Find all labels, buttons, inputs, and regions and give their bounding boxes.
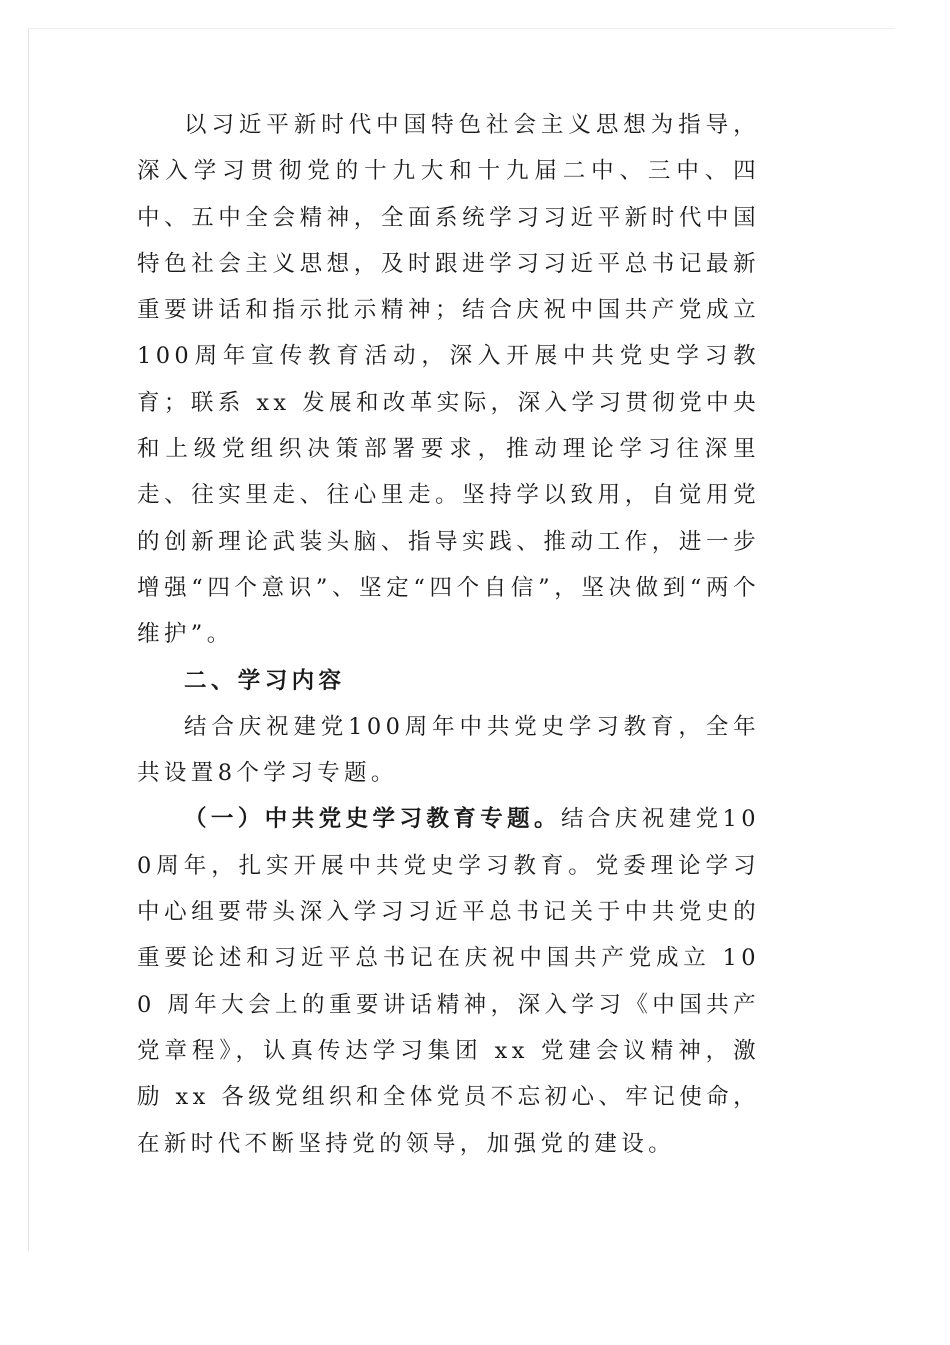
section-heading-study-content: 二、学习内容 (184, 667, 346, 694)
paragraph-guiding-thought: 以习近平新时代中国特色社会主义思想为指导，深入学习贯彻党的十九大和十九届二中、三中、四中、五中全会精神，全面系统学习习近平新时代中国特色社会主义思想，及时跟进学习习近平总书记最新重要讲话和指示批示精神；结合庆祝中国共产党成立100周年宣传教育活动，深入开展中共党史学习教育；联系 xx 发展和改革实际，深入学习贯彻党中央和上级党组织决策部署要求，推动理论学习往深里走、往实里走、往心里走。坚持学以致用，自觉用党的创新理论武装头脑、指导实践、推动工作，进一步增强“四个意识”、坚定“四个自信”，坚决做到“两个维护”。 (137, 112, 760, 648)
topic-1-title: （一）中共党史学习教育专题。 (184, 806, 561, 833)
topic-1-body: 结合庆祝建党100周年，扎实开展中共党史学习教育。党委理论学习中心组要带头深入学习习近平总书记关于中共党史的重要论述和习近平总书记在庆祝中国共产党成立 100 周年大会上的重要讲话精神，深入学习《中国共产党章程》，认真传达学习集团 xx 党建会议精神，激励 xx 各级党组织和全体党员不忘初心、牢记使命，在新时代不断坚持党的领导，加强党的建设。 (137, 806, 760, 1157)
paragraph-topic-1 (137, 796, 760, 1166)
document-body (137, 102, 760, 1167)
paragraph-study-topics-intro: 结合庆祝建党100周年中共党史学习教育，全年共设置8个学习专题。 (137, 713, 760, 787)
